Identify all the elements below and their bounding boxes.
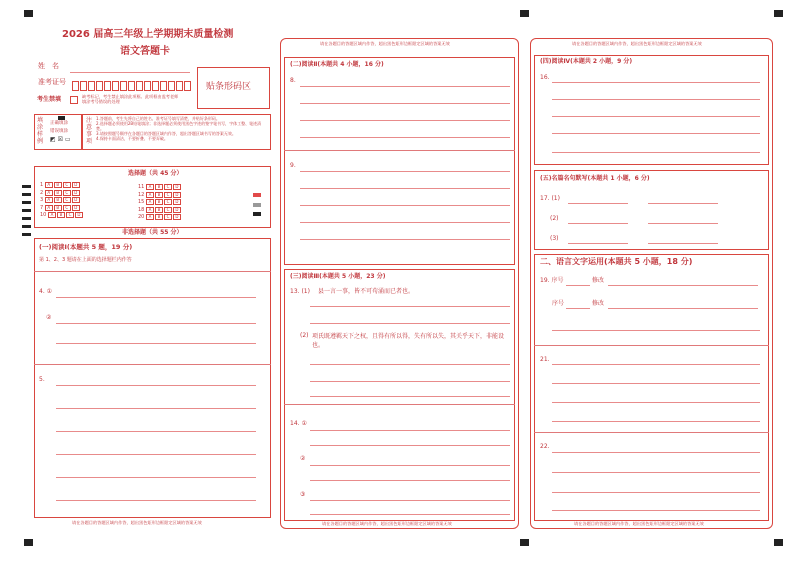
q13-1-text: 县一言一事，皆不可苟涌而已者也。: [318, 288, 415, 295]
sheet-title: 2026 届高三年级上学期期末质量检测: [62, 29, 234, 40]
q21-label: 21.: [540, 356, 550, 363]
choice-row: 2 A B C D: [40, 190, 84, 198]
corner-mark-tl: [24, 10, 33, 17]
timing-mark: [22, 185, 31, 188]
choice-row: 3 A B C D: [40, 197, 84, 205]
q19-modify: 修改: [592, 277, 605, 284]
note-item: 3.请按照题号顺序在各题目的答题区域内作答，超出答题区域书写的答案无效。: [96, 131, 236, 136]
choice-row: 15 A B C D: [138, 199, 182, 207]
col3-header: 请在各题目的答题区域内作答，超出黑色矩形边框限定区域的答案无效: [572, 41, 702, 46]
fill-wrong-label: 错误填涂: [50, 129, 68, 134]
wrong-fill-marks: ◩ ☒ ▭: [50, 136, 71, 143]
part2-title: 二、语言文字运用(本题共 5 小题，18 分): [540, 257, 693, 266]
corner-mark-bl: [24, 539, 33, 546]
choice-row: 20 A B C D: [138, 214, 182, 222]
timing-mark: [22, 201, 31, 204]
section5-title: (五)名篇名句默写(本题共 1 小题，6 分): [540, 175, 650, 182]
choice-row: 18 A B C D: [138, 207, 182, 215]
section2-box: [284, 57, 515, 265]
q19-modify2: 修改: [592, 300, 605, 307]
q14-third: ③: [300, 491, 306, 498]
exam-no-boxes[interactable]: [72, 76, 192, 88]
col2-header: 请在各题目的答题区域内作答，超出黑色矩形边框限定区域的答案无效: [320, 41, 450, 46]
fill-example-label: 填涂样例: [37, 117, 44, 145]
section2-title: (二)阅读Ⅱ(本题共 4 小题，16 分): [290, 61, 384, 68]
candidate-label: 考生禁填: [37, 96, 62, 103]
q9-label: 9.: [290, 162, 296, 169]
candidate-note: 缺考标记，考生禁止填涂此项框。此项框由监考老师填涂考号错误的处理: [82, 94, 179, 105]
notes-label: 注意事项: [86, 117, 93, 145]
q4-label: 4. ①: [39, 288, 53, 295]
section1-box: [34, 238, 271, 518]
exam-no-label: 准考证号: [38, 78, 66, 86]
name-label: 姓 名: [38, 62, 59, 70]
corner-mark-bm: [520, 539, 529, 546]
choice-title: 选择题（共 45 分）: [128, 170, 183, 177]
note-item: 2.选择题必须使用2B铅笔填涂；非选择题必须使用黑色字迹的签字笔书写，字体工整、笔迹清楚。: [96, 121, 262, 131]
q19-label: 19. 序号: [540, 277, 564, 284]
legend-swatch-gray: [253, 203, 261, 207]
section5-box: [534, 170, 769, 250]
q17-label: 17. (1): [540, 195, 560, 202]
note-item: 1.答题前，考生先将自己的姓名、准考证号填写清楚，并贴好条形码。: [96, 116, 220, 121]
note-item: 4.保持卡面清洁，不要折叠、不要弄破。: [96, 136, 168, 141]
q13-2-text: 项氏既遵羁天下之权，且得有所以得，失有所以失，其关乎天下，非能设也。: [312, 333, 505, 349]
q14-second: ②: [300, 455, 306, 462]
q13-2-label: (2): [300, 332, 309, 339]
timing-mark: [22, 217, 31, 220]
section4-title: (四)阅读Ⅳ(本题共 2 小题，9 分): [540, 58, 633, 65]
section1-note: 第 1、2、3 题请在上面的选择题栏内作答: [39, 257, 132, 263]
timing-mark: [22, 209, 31, 212]
choice-row: 10 A B C D: [40, 212, 84, 220]
timing-mark: [22, 225, 31, 228]
corner-mark-tr: [520, 10, 529, 17]
corner-mark-br: [774, 539, 783, 546]
sheet-subtitle: 语文答题卡: [120, 46, 170, 57]
choice-row: 7 A B C D: [40, 205, 84, 213]
corner-mark-tr2: [774, 10, 783, 17]
legend-swatch-black: [253, 212, 261, 216]
correct-fill-mark: [58, 116, 65, 120]
q5-label: 5.: [39, 376, 45, 383]
absent-box[interactable]: [70, 96, 78, 104]
q4-second: ②: [46, 314, 52, 321]
timing-mark: [22, 193, 31, 196]
section1-title: (一)阅读Ⅰ(本题共 5 题，19 分): [39, 243, 133, 251]
q19-seq2: 序号: [552, 300, 565, 307]
choice-row: 11 A B C D: [138, 184, 182, 192]
col2-footer: 请在各题目的答题区域内作答，超出黑色矩形边框限定区域的答案无效: [322, 521, 452, 526]
col3-footer: 请在各题目的答题区域内作答，超出黑色矩形边框限定区域的答案无效: [574, 521, 704, 526]
section4-box: [534, 55, 769, 165]
barcode-area-label: 贴条形码区: [206, 82, 252, 92]
q17-2: (2): [550, 215, 559, 222]
col1-footer: 请在各题目的答题区域内作答，超出黑色矩形边框限定区域的答案无效: [72, 520, 202, 525]
q8-label: 8.: [290, 77, 296, 84]
timing-mark: [22, 233, 31, 236]
q14-label: 14. ①: [290, 420, 307, 427]
section3-title: (三)阅读Ⅲ(本题共 5 小题，23 分): [290, 273, 386, 280]
part2-box: [534, 254, 769, 521]
q13-label: 13. (1): [290, 288, 310, 295]
q16-label: 16.: [540, 74, 550, 81]
choice-row: 1 A B C D: [40, 182, 84, 190]
fill-correct-label: 正确填涂: [50, 121, 68, 126]
legend-swatch-red: [253, 193, 261, 197]
nonchoice-title: 非选择题（共 55 分）: [122, 229, 183, 236]
q17-3: (3): [550, 235, 559, 242]
choice-row: 12 A B C D: [138, 192, 182, 200]
q22-label: 22.: [540, 443, 550, 450]
